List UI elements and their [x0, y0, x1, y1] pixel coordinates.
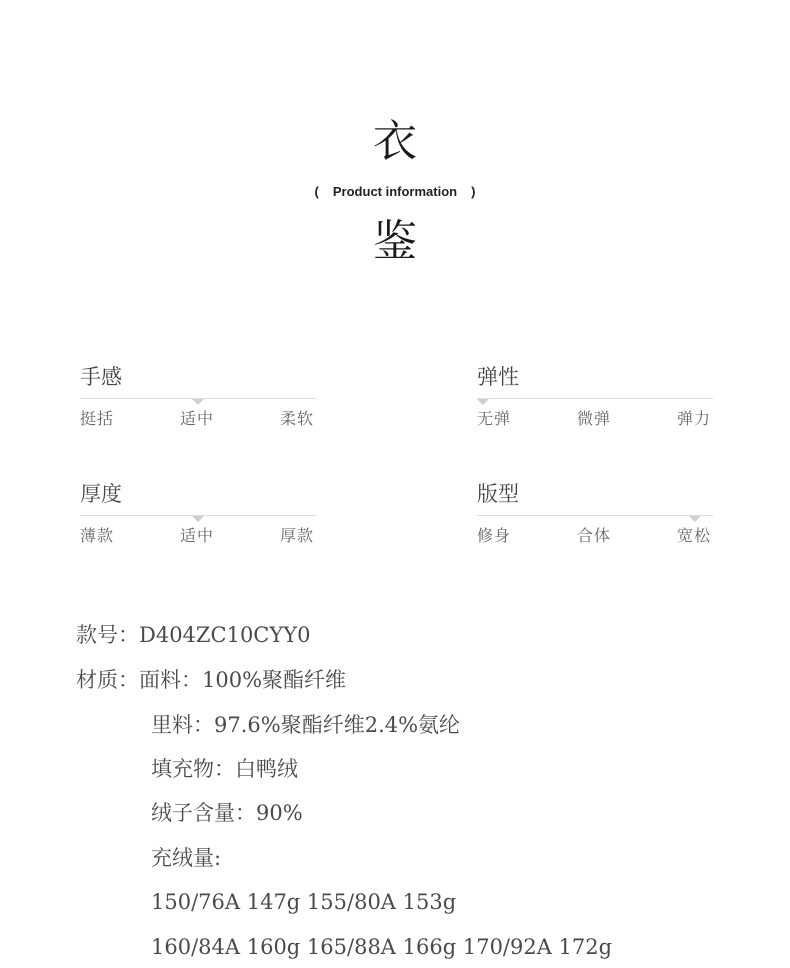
scale-option: 微弹	[577, 409, 612, 428]
spec-fill-weight-row: 150/76A 147g 155/80A 153g	[151, 890, 457, 914]
paren-open: (	[314, 184, 319, 199]
scale-option: 修身	[477, 526, 512, 545]
scale-option: 适中	[180, 409, 215, 428]
selected-marker-icon	[477, 399, 489, 405]
scale-option: 合体	[577, 526, 612, 545]
subtitle	[0, 182, 790, 202]
scale-option: 厚款	[280, 526, 315, 545]
selected-marker-icon	[192, 516, 204, 522]
scale-title: 厚度	[80, 482, 122, 506]
scale-elasticity	[477, 362, 713, 432]
paren-close: )	[471, 184, 476, 199]
spec-material: 材质：面料：100%聚酯纤维	[76, 668, 347, 692]
spec-fill-weight-label: 充绒量:	[151, 846, 222, 870]
scale-option: 弹力	[677, 409, 712, 428]
scale-option: 无弹	[477, 409, 512, 428]
scale-rule	[477, 515, 713, 516]
spec-down-content: 绒子含量：90%	[151, 801, 303, 825]
spec-lining: 里料：97.6%聚酯纤维2.4%氨纶	[151, 713, 461, 737]
scale-rule	[477, 398, 713, 399]
scale-option: 挺括	[80, 409, 115, 428]
scale-thickness	[80, 479, 316, 549]
scale-option: 柔软	[280, 409, 315, 428]
spec-model-number: 款号：D404ZC10CYY0	[76, 623, 311, 647]
heading-char-top: 衣	[373, 116, 417, 167]
scale-hand-feel	[80, 362, 316, 432]
subtitle-text: Product information	[332, 184, 458, 199]
scale-fit	[477, 479, 713, 549]
selected-marker-icon	[192, 399, 204, 405]
scale-title: 弹性	[477, 365, 519, 389]
selected-marker-icon	[689, 516, 701, 522]
scale-option: 适中	[180, 526, 215, 545]
scale-title: 手感	[80, 365, 122, 389]
spec-filling: 填充物：白鸭绒	[151, 757, 298, 781]
scale-option: 宽松	[677, 526, 712, 545]
scale-option: 薄款	[80, 526, 115, 545]
spec-fill-weight-row: 160/84A 160g 165/88A 166g 170/92A 172g	[151, 935, 613, 959]
scale-title: 版型	[477, 482, 519, 506]
heading-char-bottom: 鉴	[373, 216, 417, 267]
